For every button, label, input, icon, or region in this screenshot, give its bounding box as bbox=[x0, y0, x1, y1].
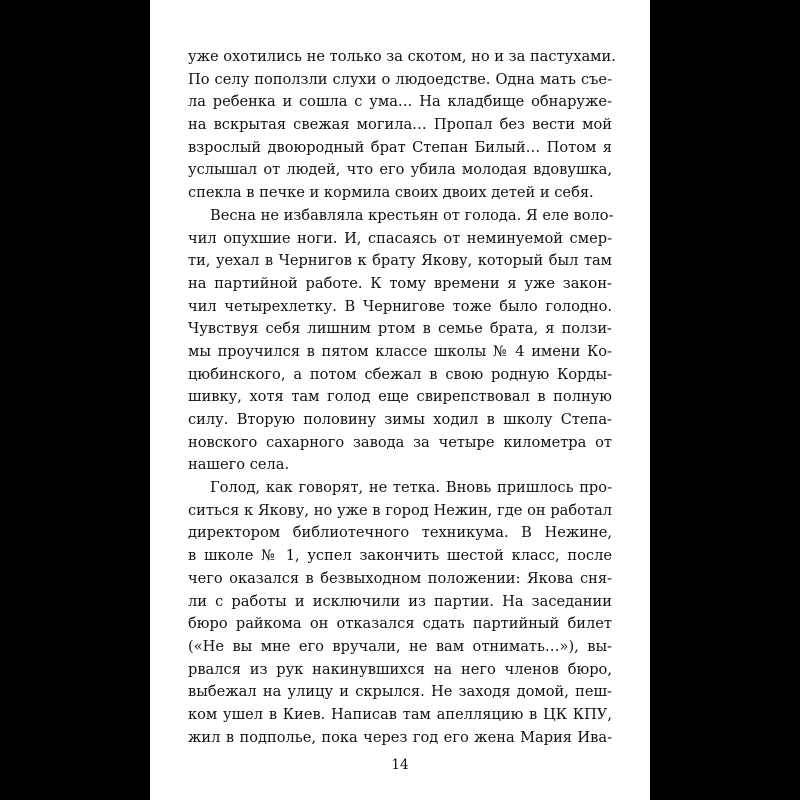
text-line: ли с работы и исключили из партии. На заседании bbox=[188, 592, 612, 610]
right-black-border bbox=[650, 0, 800, 800]
text-line: выбежал на улицу и скрылся. Не заходя домой, пеш- bbox=[188, 683, 612, 701]
text-line: ситься к Якову, но уже в город Нежин, где он работал bbox=[188, 501, 612, 519]
text-line: жил в подполье, пока через год его жена Мария Ива- bbox=[188, 728, 612, 746]
text-line: услышал от людей, что его убила молодая вдовушка, bbox=[188, 161, 612, 179]
paragraph-first-line: Весна не избавляла крестьян от голода. Я еле воло- bbox=[210, 206, 614, 224]
text-line: мы проучился в пятом классе школы № 4 имени Ко- bbox=[188, 342, 612, 360]
text-line: уже охотились не только за скотом, но и за пастухами. bbox=[188, 48, 616, 65]
text-line: цюбинского, а потом сбежал в свою родную Корды- bbox=[188, 365, 612, 383]
text-line: ком ушел в Киев. Написав там апелляцию в ЦК КПУ, bbox=[188, 705, 612, 723]
page-number: 14 bbox=[391, 757, 409, 773]
text-line: взрослый двоюродный брат Степан Билый… Потом я bbox=[188, 138, 612, 156]
text-line: ла ребенка и сошла с ума… На кладбище обнаруже- bbox=[188, 93, 612, 111]
text-line: чего оказался в безвыходном положении: Якова сня- bbox=[188, 569, 612, 587]
text-line: силу. Вторую половину зимы ходил в школу Степа- bbox=[188, 411, 612, 428]
text-line: на партийной работе. К тому времени я уже закон- bbox=[188, 274, 612, 292]
text-line: По селу поползли слухи о людоедстве. Одна мать съе- bbox=[188, 70, 612, 88]
text-line: чил опухшие ноги. И, спасаясь от неминуемой смер- bbox=[188, 229, 612, 247]
text-line: директором библиотечного техникума. В Нежине, bbox=[188, 524, 612, 542]
page-body-text bbox=[188, 46, 616, 749]
left-black-border bbox=[0, 0, 150, 800]
text-line: новского сахарного завода за четыре километра от bbox=[188, 433, 612, 451]
text-line: шивку, хотя там голод еще свирепствовал в полную bbox=[188, 388, 612, 406]
book-page bbox=[150, 0, 650, 800]
text-line: на вскрытая свежая могила… Пропал без вести мой bbox=[188, 116, 612, 134]
text-line: бюро райкома он отказался сдать партийный билет bbox=[188, 615, 612, 633]
paragraph-first-line: Голод, как говорят, не тетка. Вновь пришлось про- bbox=[210, 479, 612, 497]
text-line: рвался из рук накинувшихся на него членов бюро, bbox=[188, 660, 612, 678]
text-line: ти, уехал в Чернигов к брату Якову, который был там bbox=[188, 252, 612, 270]
text-line: чил четырехлетку. В Чернигове тоже было голодно. bbox=[188, 297, 612, 315]
text-line: в школе № 1, успел закончить шестой класс, после bbox=[188, 547, 612, 565]
text-line: спекла в печке и кормила своих двоих детей и себя. bbox=[188, 184, 594, 202]
text-line: нашего села. bbox=[188, 456, 290, 474]
text-line: («Не вы мне его вручали, не вам отнимать…»), вы- bbox=[188, 637, 612, 655]
text-line: Чувствуя себя лишним ртом в семье брата, я ползи- bbox=[188, 320, 612, 338]
